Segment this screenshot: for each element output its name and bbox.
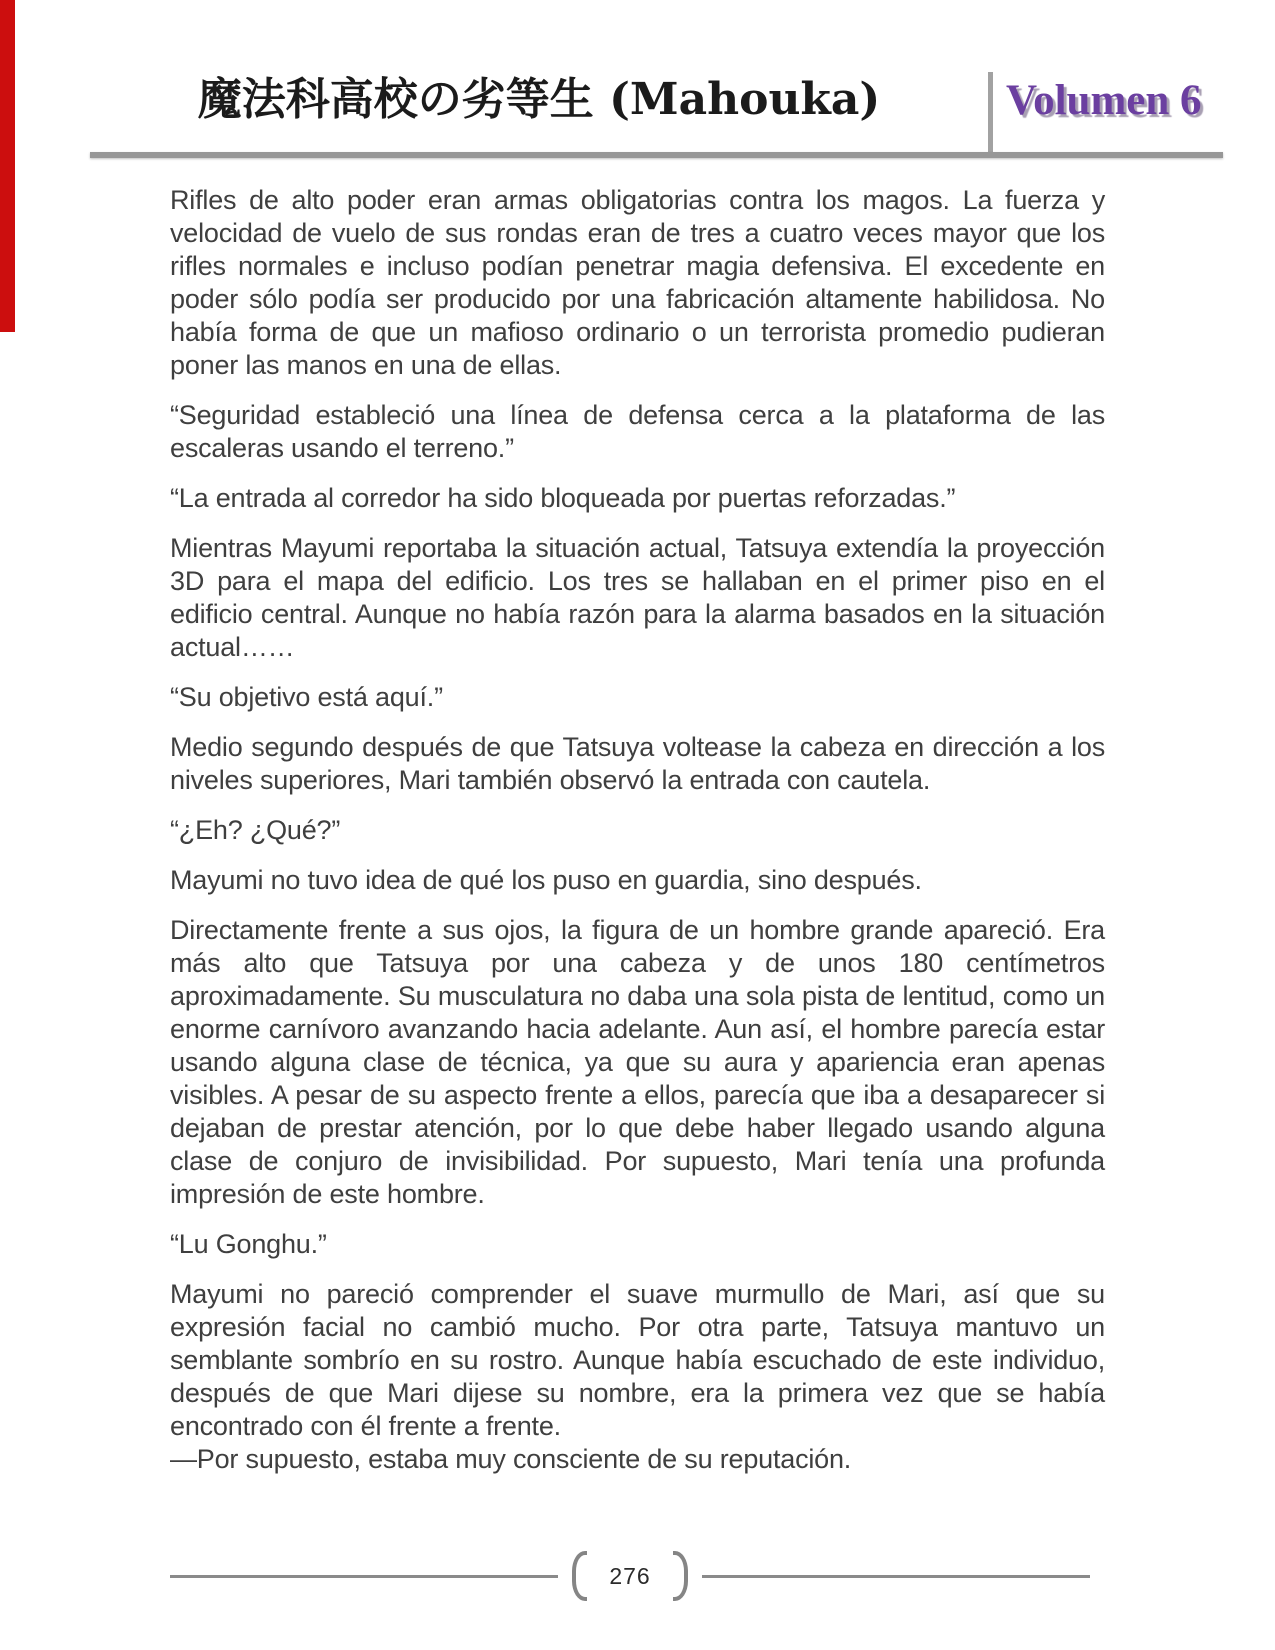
page-number-bracket-right [673, 1551, 688, 1601]
footer-rule-right [702, 1575, 1090, 1578]
page-title: 魔法科高校の劣等生 (Mahouka) [197, 74, 881, 125]
paragraph-10: “Lu Gonghu.” [170, 1229, 327, 1259]
footer-rule-left [170, 1575, 558, 1578]
volume-label: Volumen 6 [1006, 77, 1202, 124]
paragraph-6: Medio segundo después de que Tatsuya voltease la cabeza en dirección a los niveles superiores, Mari también observó la entrada con cautela. [170, 732, 1105, 795]
paragraph-4: Mientras Mayumi reportaba la situación actual, Tatsuya extendía la proyección 3D para el mapa del edificio. Los tres se hallaban en el primer piso en el edificio central. Aunque no había razón para la alarma basados en la situación actual…… [170, 533, 1105, 662]
header-separator [988, 72, 993, 153]
paragraph-5: “Su objetivo está aquí.” [170, 682, 443, 712]
header-rule [90, 152, 1223, 158]
paragraph-8: Mayumi no tuvo idea de qué los puso en guardia, sino después. [170, 865, 922, 895]
page-footer [170, 1546, 1090, 1606]
paragraph-9: Directamente frente a sus ojos, la figura de un hombre grande apareció. Era más alto que Tatsuya por una cabeza y de unos 180 centímetros aproximadamente. Su musculatura no daba una sola pista de lentitud, como un enorme carnívoro avanzando hacia adelante. Aun así, el hombre parecía estar usando alguna clase de técnica, ya que su aura y apariencia eran apenas visibles. A pesar de su aspecto frente a ellos, parecía que iba a desaparecer si dejaban de prestar atención, por lo que debe haber llegado usando alguna clase de conjuro de invisibilidad. Por supuesto, Mari tenía una profunda impresión de este hombre. [170, 915, 1105, 1209]
red-edge-marker [0, 0, 15, 332]
paragraph-12: —Por supuesto, estaba muy consciente de su reputación. [170, 1444, 852, 1474]
paragraph-1: Rifles de alto poder eran armas obligatorias contra los magos. La fuerza y velocidad de vuelo de sus rondas eran de tres a cuatro veces mayor que los rifles normales e incluso podían penetrar magia defensiva. El excedente en poder sólo podía ser producido por una fabricación altamente habilidosa. No había forma de que un mafioso ordinario o un terrorista promedio pudieran poner las manos en una de ellas. [170, 185, 1105, 380]
page-number: 276 [609, 1562, 651, 1589]
paragraph-2: “Seguridad estableció una línea de defensa cerca a la plataforma de las escaleras usando el terreno.” [170, 400, 1105, 463]
paragraph-3: “La entrada al corredor ha sido bloqueada por puertas reforzadas.” [170, 483, 956, 513]
paragraph-7: “¿Eh? ¿Qué?” [170, 815, 341, 845]
page-number-bracket-left [572, 1551, 587, 1601]
paragraph-11: Mayumi no pareció comprender el suave murmullo de Mari, así que su expresión facial no cambió mucho. Por otra parte, Tatsuya mantuvo un semblante sombrío en su rostro. Aunque había escuchado de este individuo, después de que Mari dijese su nombre, era la primera vez que se había encontrado con él frente a frente. [170, 1279, 1105, 1441]
body-text [170, 184, 1105, 1493]
